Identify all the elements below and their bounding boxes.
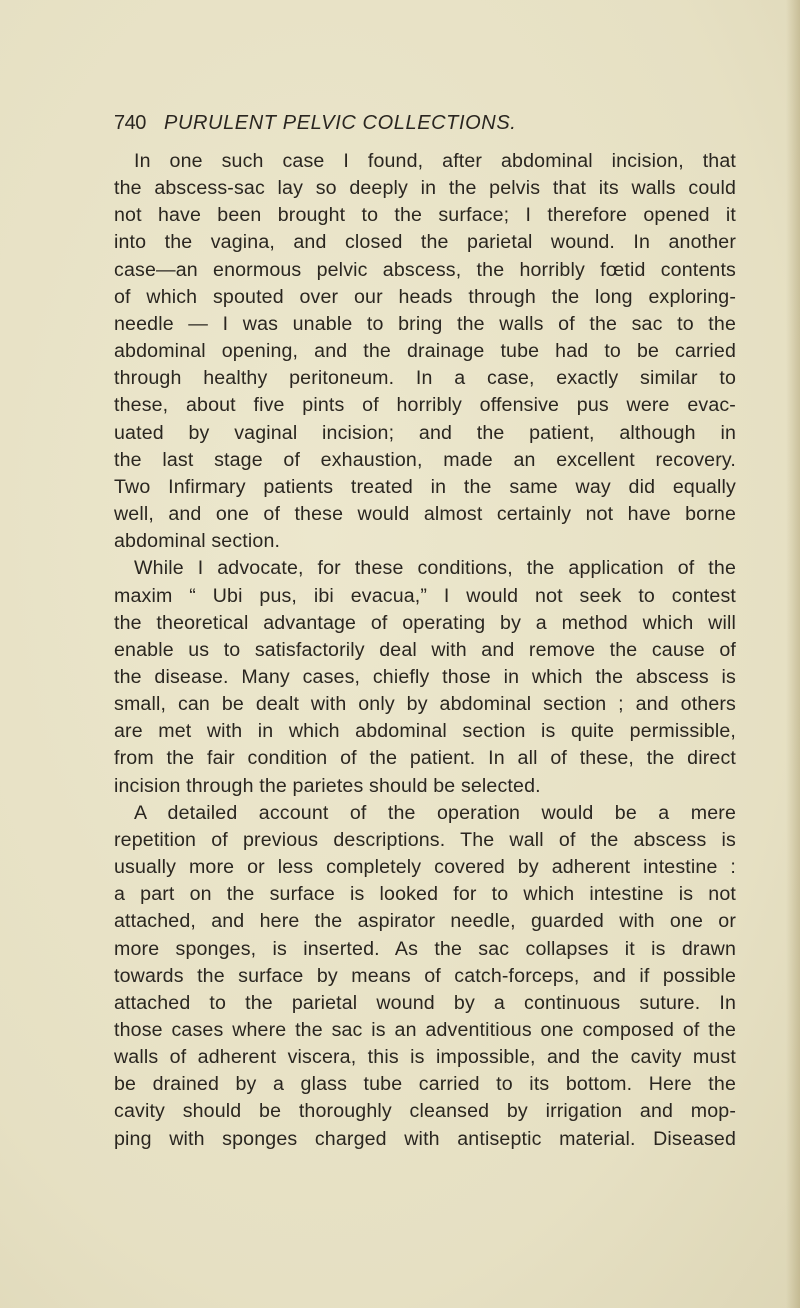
text-line: the abscess-sac lay so deeply in the pelvis that its walls could — [114, 177, 736, 200]
text-line: from the fair condition of the patient. In all of these, the direct — [114, 747, 736, 770]
text-line: the disease. Many cases, chiefly those in which the abscess is — [114, 665, 736, 688]
text-line: of which spouted over our heads through the long exploring- — [114, 285, 736, 308]
text-line: these, about five pints of horribly offensive pus were evac- — [114, 394, 736, 417]
text-line: attached, and here the aspirator needle, guarded with one or — [114, 910, 736, 933]
paragraph-1 — [114, 148, 736, 555]
text-line: While I advocate, for these conditions, the application of the — [134, 557, 736, 580]
text-line: more sponges, is inserted. As the sac collapses it is drawn — [114, 937, 736, 960]
text-line: ping with sponges charged with antiseptic material. Diseased — [114, 1127, 736, 1150]
text-line: towards the surface by means of catch-forceps, and if possible — [114, 964, 736, 987]
text-line: In one such case I found, after abdominal incision, that — [134, 150, 736, 172]
text-line: A detailed account of the operation would be a mere — [134, 801, 736, 824]
paragraph-3 — [114, 800, 736, 1153]
page-edge-shadow — [786, 0, 800, 1308]
text-line: abdominal section. — [114, 530, 281, 553]
text-line: maxim “ Ubi pus, ibi evacua,” I would not seek to contest — [114, 584, 736, 607]
text-line: into the vagina, and closed the parietal wound. In another — [114, 231, 736, 254]
body-text — [114, 148, 736, 1153]
text-line: not have been brought to the surface; I therefore opened it — [114, 204, 736, 227]
text-line: incision through the parietes should be selected. — [114, 774, 541, 797]
text-line: enable us to satisfactorily deal with and remove the cause of — [114, 638, 736, 661]
running-head: PURULENT PELVIC COLLECTIONS. — [164, 112, 517, 134]
text-line: repetition of previous descriptions. The wall of the abscess is — [114, 828, 736, 851]
text-line: small, can be dealt with only by abdominal section ; and others — [114, 693, 736, 716]
text-line: a part on the surface is looked for to which intestine is not — [114, 883, 736, 906]
text-line: those cases where the sac is an adventitious one composed of the — [114, 1019, 736, 1041]
text-line: well, and one of these would almost certainly not have borne — [114, 503, 736, 526]
text-line: the last stage of exhaustion, made an excellent recovery. — [114, 448, 736, 471]
text-line: uated by vaginal incision; and the patient, although in — [114, 421, 736, 444]
text-line: abdominal opening, and the drainage tube had to be carried — [114, 340, 736, 363]
text-line: cavity should be thoroughly cleansed by irrigation and mop- — [114, 1100, 736, 1123]
page-header — [114, 112, 724, 142]
text-line: walls of adherent viscera, this is impossible, and the cavity must — [114, 1046, 736, 1069]
text-line: Two Infirmary patients treated in the same way did equally — [114, 475, 736, 498]
text-line: are met with in which abdominal section is quite permissible, — [114, 720, 736, 743]
text-line: case—an enormous pelvic abscess, the horribly fœtid contents — [114, 258, 736, 281]
text-line: be drained by a glass tube carried to its bottom. Here the — [114, 1073, 736, 1096]
paragraph-2 — [114, 555, 736, 799]
text-line: attached to the parietal wound by a continuous suture. In — [114, 991, 736, 1014]
text-line: usually more or less completely covered by adherent intestine : — [114, 856, 736, 879]
text-line: through healthy peritoneum. In a case, exactly similar to — [114, 367, 736, 390]
text-line: the theoretical advantage of operating by a method which will — [114, 611, 736, 634]
page-number: 740 — [114, 112, 146, 134]
text-line: needle — I was unable to bring the walls of the sac to the — [114, 312, 736, 335]
